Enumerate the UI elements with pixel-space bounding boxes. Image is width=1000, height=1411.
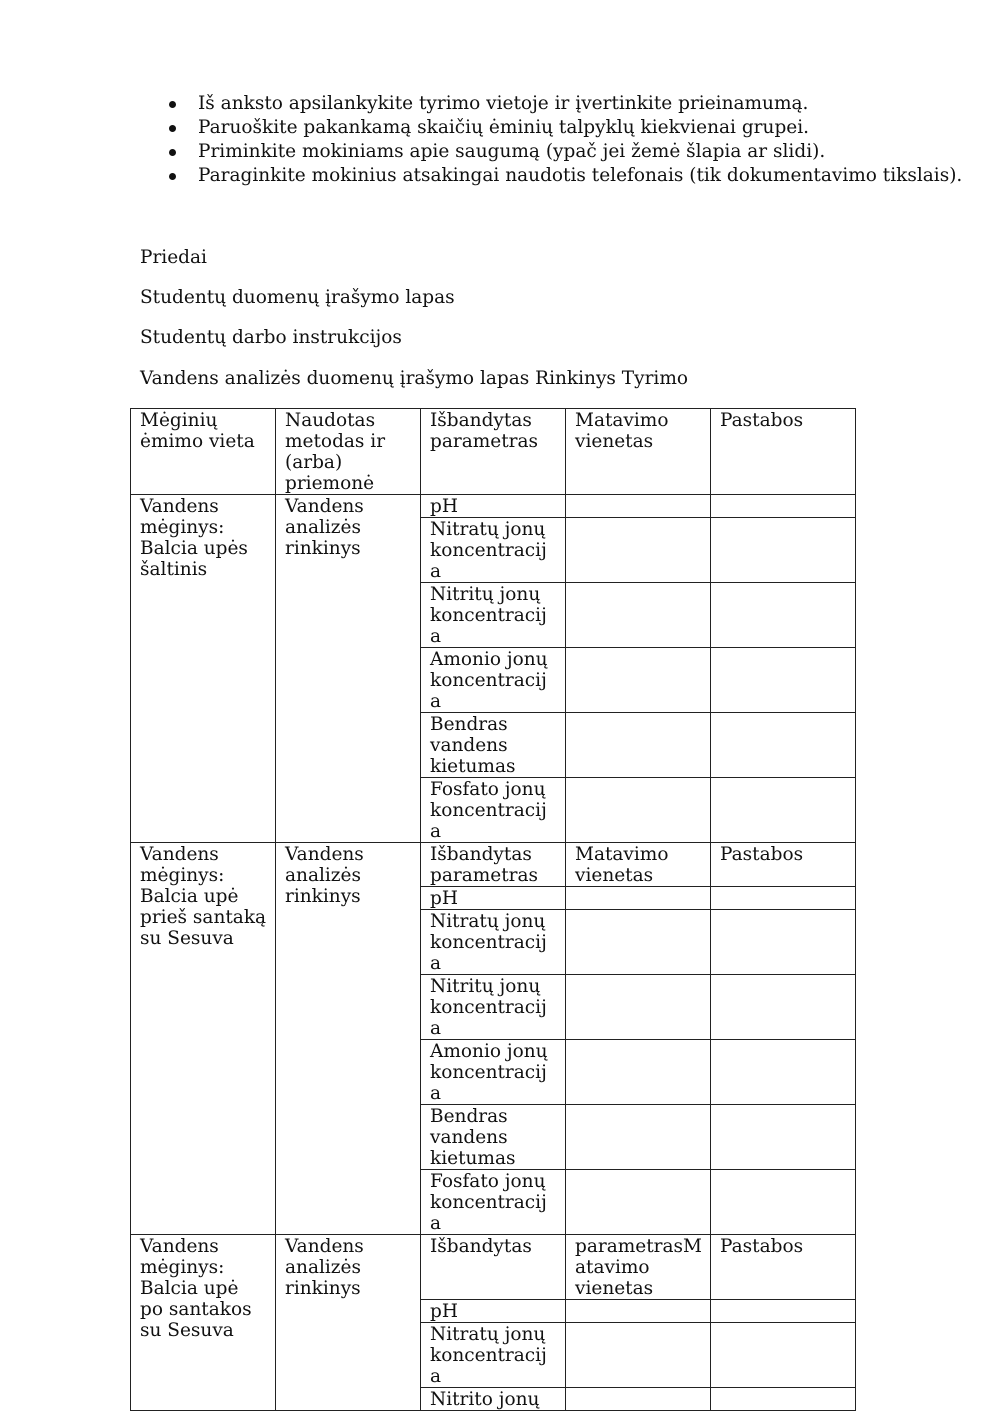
parameter-cell: pH xyxy=(421,887,566,910)
parameter-cell: Bendras vandens kietumas xyxy=(421,1105,566,1170)
parameter-cell: Nitratų jonų koncentracija xyxy=(421,518,566,583)
notes-cell xyxy=(711,1170,856,1235)
bullet-text: Priminkite mokiniams apie saugumą (ypač jei žemė šlapia ar slidi). xyxy=(198,141,826,162)
parameter-cell: Išbandytas parametras xyxy=(421,843,566,887)
parameter-cell: Nitritų jonų koncentracija xyxy=(421,583,566,648)
table-header-row xyxy=(131,409,856,495)
table-caption: Vandens analizės duomenų įrašymo lapas Rinkinys Tyrimo xyxy=(140,368,689,389)
bullet-list xyxy=(140,92,980,188)
unit-cell: parametrasMatavimo vienetas xyxy=(566,1235,711,1300)
notes-cell xyxy=(711,975,856,1040)
header-cell: Naudotas metodas ir (arba) priemonė xyxy=(276,409,421,495)
bullet-item xyxy=(140,140,980,164)
table-row xyxy=(131,843,856,887)
bullet-item xyxy=(140,116,980,140)
unit-cell xyxy=(566,1105,711,1170)
unit-cell xyxy=(566,518,711,583)
unit-cell xyxy=(566,1323,711,1388)
parameter-cell: Nitrito jonų xyxy=(421,1388,566,1411)
unit-cell xyxy=(566,583,711,648)
bullet-text: Paraginkite mokinius atsakingai naudotis telefonais (tik dokumentavimo tikslais). xyxy=(198,165,963,186)
unit-cell xyxy=(566,1170,711,1235)
bullet-icon xyxy=(169,149,176,156)
unit-cell: Matavimo vienetas xyxy=(566,843,711,887)
header-cell: Matavimo vienetas xyxy=(566,409,711,495)
bullet-item xyxy=(140,164,980,188)
notes-cell xyxy=(711,1323,856,1388)
parameter-cell: Nitratų jonų koncentracija xyxy=(421,1323,566,1388)
parameter-cell: Išbandytas xyxy=(421,1235,566,1300)
header-cell: Išbandytas parametras xyxy=(421,409,566,495)
appendix-item-recording-sheet: Studentų duomenų įrašymo lapas xyxy=(140,287,455,308)
notes-cell xyxy=(711,495,856,518)
method-cell: Vandens analizės rinkinys xyxy=(276,495,421,843)
unit-cell xyxy=(566,887,711,910)
unit-cell xyxy=(566,1300,711,1323)
notes-cell xyxy=(711,1388,856,1411)
sample-site-cell: Vandens mėginys: Balcia upė prieš santaką su Sesuva xyxy=(131,843,276,1235)
unit-cell xyxy=(566,713,711,778)
bullet-text: Paruoškite pakankamą skaičių ėminių talpyklų kiekvienai grupei. xyxy=(198,117,810,138)
unit-cell xyxy=(566,778,711,843)
sample-site-cell: Vandens mėginys: Balcia upės šaltinis xyxy=(131,495,276,843)
unit-cell xyxy=(566,495,711,518)
appendix-item-instructions: Studentų darbo instrukcijos xyxy=(140,327,402,348)
notes-cell xyxy=(711,887,856,910)
parameter-cell: Fosfato jonų koncentracija xyxy=(421,1170,566,1235)
unit-cell xyxy=(566,648,711,713)
method-cell: Vandens analizės rinkinys xyxy=(276,843,421,1235)
notes-cell xyxy=(711,910,856,975)
appendix-heading: Priedai xyxy=(140,247,207,268)
bullet-text: Iš anksto apsilankykite tyrimo vietoje ir įvertinkite prieinamumą. xyxy=(198,93,809,114)
notes-cell xyxy=(711,1040,856,1105)
parameter-cell: Bendras vandens kietumas xyxy=(421,713,566,778)
unit-cell xyxy=(566,1040,711,1105)
parameter-cell: Amonio jonų koncentracija xyxy=(421,1040,566,1105)
parameter-cell: pH xyxy=(421,495,566,518)
unit-cell xyxy=(566,975,711,1040)
unit-cell xyxy=(566,910,711,975)
sample-site-cell: Vandens mėginys: Balcia upė po santakos su Sesuva xyxy=(131,1235,276,1411)
parameter-cell: pH xyxy=(421,1300,566,1323)
notes-cell xyxy=(711,1105,856,1170)
bullet-icon xyxy=(169,101,176,108)
notes-cell: Pastabos xyxy=(711,843,856,887)
notes-cell xyxy=(711,1300,856,1323)
notes-cell xyxy=(711,583,856,648)
table-row xyxy=(131,1235,856,1300)
notes-cell xyxy=(711,778,856,843)
unit-cell xyxy=(566,1388,711,1411)
table-row xyxy=(131,495,856,518)
water-analysis-table xyxy=(130,408,856,1411)
bullet-icon xyxy=(169,173,176,180)
parameter-cell: Amonio jonų koncentracija xyxy=(421,648,566,713)
header-cell: Mėginių ėmimo vieta xyxy=(131,409,276,495)
bullet-item xyxy=(140,92,980,116)
bullet-icon xyxy=(169,125,176,132)
notes-cell xyxy=(711,713,856,778)
parameter-cell: Nitratų jonų koncentracija xyxy=(421,910,566,975)
notes-cell xyxy=(711,648,856,713)
notes-cell xyxy=(711,518,856,583)
method-cell: Vandens analizės rinkinys xyxy=(276,1235,421,1411)
header-cell: Pastabos xyxy=(711,409,856,495)
parameter-cell: Nitritų jonų koncentracija xyxy=(421,975,566,1040)
notes-cell: Pastabos xyxy=(711,1235,856,1300)
parameter-cell: Fosfato jonų koncentracija xyxy=(421,778,566,843)
